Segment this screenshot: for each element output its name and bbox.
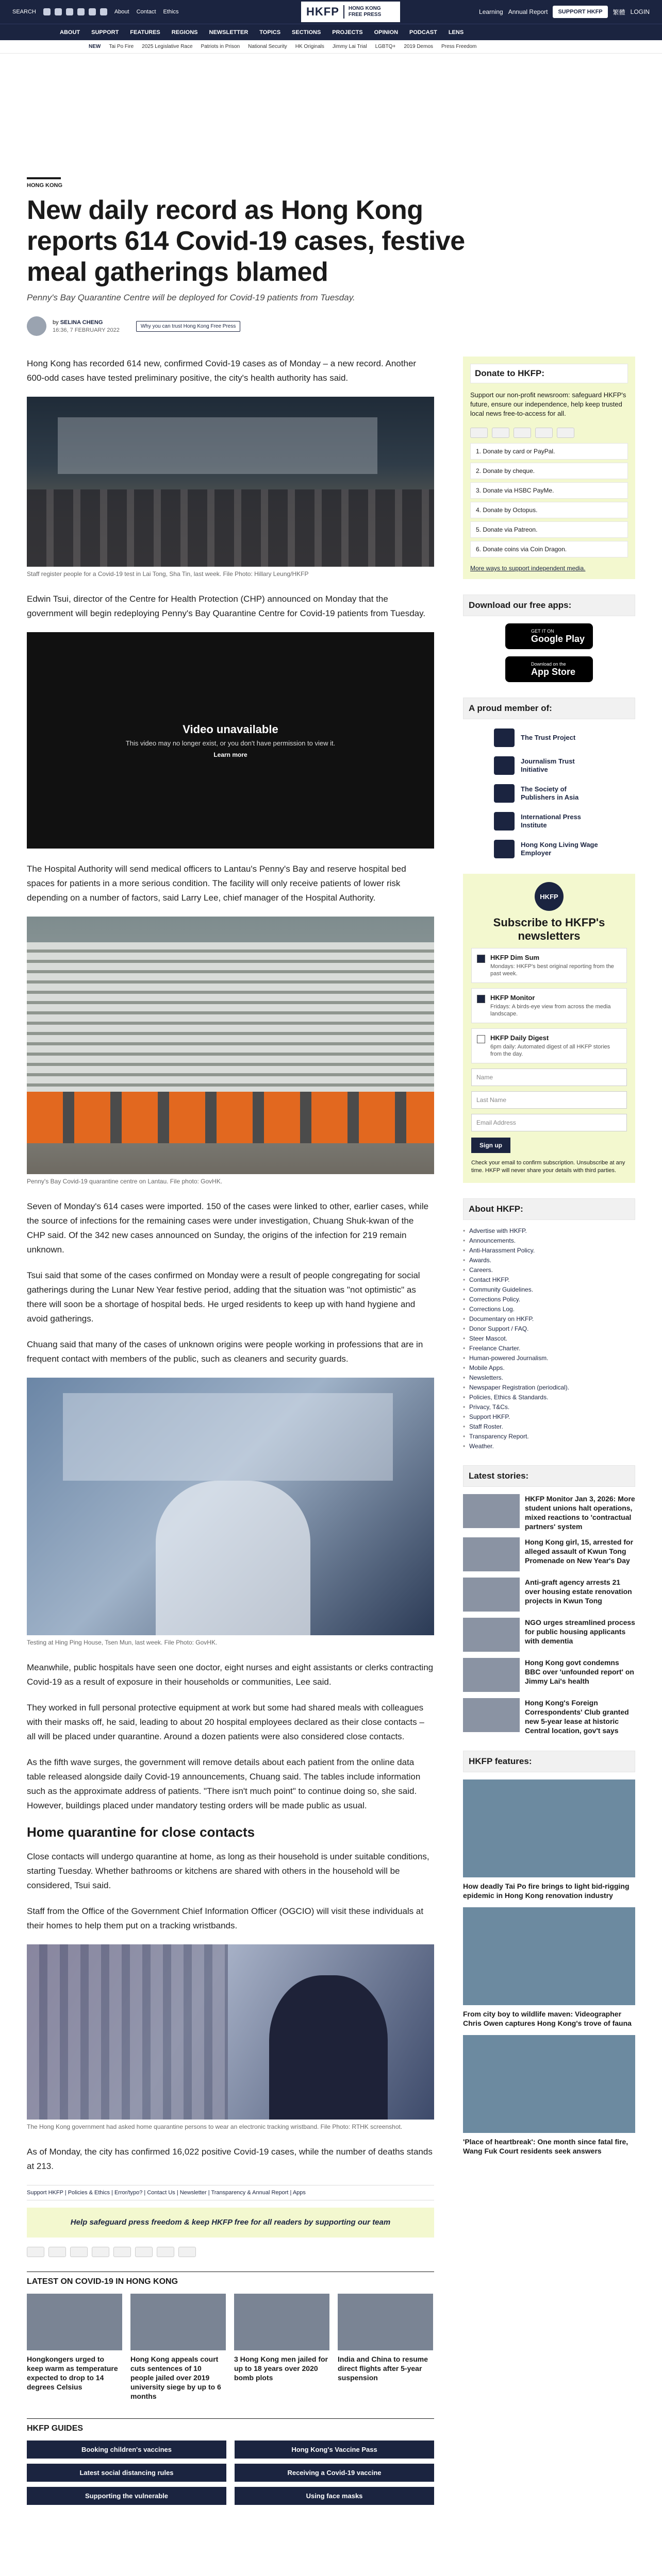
top-link-ethics[interactable]: Ethics	[163, 9, 179, 15]
article-photo-testing	[27, 1378, 434, 1635]
feature-card[interactable]: How deadly Tai Po fire brings to light bid-rigging epidemic in Hong Kong renovation industry	[463, 1780, 635, 1900]
sidebar	[463, 357, 635, 2505]
article-footer-links[interactable]: Support HKFP | Policies & Ethics | Error/typo? | Contact Us | Newsletter | Transparency & Annual Report | Apps	[27, 2185, 434, 2200]
section-heading: Home quarantine for close contacts	[27, 1824, 255, 1840]
paragraph: Meanwhile, public hospitals have seen one doctor, eight nurses and eight assistants or clerks contracting Covid-19 as a result of exposure in their households or communities, Lee said.	[27, 1663, 434, 1687]
newsletter-checkbox[interactable]	[477, 955, 485, 963]
paragraph: Close contacts will undergo quarantine at home, as long as their household is under suitable conditions, starting Tuesday. Whether bathrooms or kitchens are shared with others in the household will be considered, Tsui said.	[27, 1852, 429, 1890]
about-link[interactable]: • Announcements.	[463, 1237, 635, 1244]
nav-about[interactable]: ABOUT	[60, 29, 80, 36]
article-photo-test-site	[27, 397, 434, 567]
nav-sections[interactable]: SECTIONS	[292, 29, 321, 36]
paragraph: Hong Kong has recorded 614 new, confirmed Covid-19 cases as of Monday – a new record. Another 600-odd cases have tested preliminary positive, the city's health authority has said.	[27, 359, 417, 383]
about-link[interactable]: • Freelance Charter.	[463, 1345, 635, 1352]
member-title: A proud member of:	[463, 698, 635, 719]
page-content	[16, 177, 646, 2505]
video-embed[interactable]	[27, 632, 434, 849]
email-field[interactable]: Email Address	[471, 1114, 627, 1131]
features-title: HKFP features:	[463, 1751, 635, 1772]
latest-item[interactable]: Anti-graft agency arrests 21 over housing estate renovation projects in Kwun Tong	[463, 1578, 635, 1612]
latest-item[interactable]: Hong Kong girl, 15, arrested for alleged assault of Kwun Tong Promenade on New Year's Day	[463, 1537, 635, 1571]
apple-pay-icon	[113, 2247, 131, 2257]
about-link[interactable]: • Awards.	[463, 1257, 635, 1264]
latest-item[interactable]: HKFP Monitor Jan 3, 2026: More student unions halt operations, mixed reactions to 'contractual partners' system	[463, 1494, 635, 1531]
guides-heading: HKFP GUIDES	[27, 2418, 434, 2433]
google-play-button[interactable]: GET IT ON Google Play	[505, 623, 593, 649]
member-logo[interactable]: Hong Kong Living Wage Employer	[463, 840, 635, 858]
related-heading: LATEST ON COVID-19 IN HONG KONG	[27, 2272, 434, 2286]
feature-image	[463, 2035, 635, 2133]
related-card[interactable]: India and China to resume direct flights after 5-year suspension	[338, 2294, 433, 2401]
author-name[interactable]: SELINA CHENG	[60, 319, 103, 326]
latest-item[interactable]: Hong Kong's Foreign Correspondents' Club granted new 5-year lease at historic Central location, gov't says	[463, 1698, 635, 1735]
photo-caption: Testing at Hing Ping House, Tsen Mun, last week. File Photo: GovHK.	[27, 1639, 218, 1646]
article-photo-wristband	[27, 1944, 434, 2120]
about-link[interactable]: • Documentary on HKFP.	[463, 1315, 635, 1323]
member-logo[interactable]: The Trust Project	[463, 728, 635, 747]
google-pay-icon	[135, 2247, 153, 2257]
about-link[interactable]: • Corrections Log.	[463, 1306, 635, 1313]
about-link[interactable]: • Careers.	[463, 1266, 635, 1274]
social-icons	[43, 8, 107, 15]
paragraph: They worked in full personal protective equipment at work but some had shared meals with colleagues with their masks off, he said, leading to about 20 hospital employees declared as their close contacts – all will be placed under quarantine. Around a dozen patients were also considered close contacts.	[27, 1703, 424, 1741]
signup-button[interactable]: Sign up	[471, 1138, 510, 1153]
app-store-button[interactable]: Download on the App Store	[505, 656, 593, 682]
sopa-icon	[494, 784, 515, 803]
donate-box	[463, 357, 635, 579]
nav-regions[interactable]: REGIONS	[171, 29, 198, 36]
latest-list	[463, 1494, 635, 1735]
nav-support[interactable]: SUPPORT	[91, 29, 119, 36]
donate-title: Donate to HKFP:	[470, 364, 628, 383]
nav-topics[interactable]: TOPICS	[259, 29, 281, 36]
trending-item[interactable]: Tai Po Fire	[109, 44, 134, 49]
photo-caption: Staff register people for a Covid-19 test in Lai Tong, Sha Tin, last week. File Photo: Hillary Leung/HKFP	[27, 570, 309, 578]
paragraph: Chuang said that many of the cases of unknown origins were people working in professions that are in frequent contact with members of the public, such as cleaners and security guards.	[27, 1340, 423, 1364]
about-link[interactable]: • Steer Mascot.	[463, 1335, 635, 1342]
newsletter-option[interactable]: HKFP Dim Sum Mondays: HKFP's best original reporting from the past week.	[471, 948, 627, 983]
paragraph: Staff from the Office of the Government Chief Information Officer (OGCIO) will visit these individuals at their homes to help them put on a tracking wristbands.	[27, 1906, 424, 1930]
nav-projects[interactable]: PROJECTS	[332, 29, 363, 36]
related-thumbnail	[130, 2294, 226, 2350]
youtube-icon[interactable]	[77, 8, 85, 15]
support-hkfp-button[interactable]: SUPPORT HKFP	[553, 6, 607, 18]
about-link[interactable]: • Donor Support / FAQ.	[463, 1325, 635, 1332]
nav-opinion[interactable]: OPINION	[374, 29, 399, 36]
newsletter-fineprint: Check your email to confirm subscription. Unsubscribe at any time. HKFP will never share your details with third parties.	[471, 1160, 625, 1174]
related-thumbnail	[27, 2294, 122, 2350]
main-nav	[0, 24, 662, 40]
trending-item[interactable]: National Security	[248, 44, 287, 49]
video-title: Video unavailable	[183, 722, 278, 736]
newsletter-option[interactable]: HKFP Daily Digest 6pm daily: Automated digest of all HKFP stories from the day.	[471, 1028, 627, 1063]
newsletter-box	[463, 874, 635, 1183]
about-link[interactable]: • Corrections Policy.	[463, 1296, 635, 1303]
about-link[interactable]: • Anti-Harassment Policy.	[463, 1247, 635, 1254]
visa-icon	[70, 2247, 88, 2257]
instagram-icon[interactable]	[66, 8, 73, 15]
guide-button[interactable]: Hong Kong's Vaccine Pass	[235, 2441, 434, 2459]
donate-options	[470, 443, 628, 557]
newsletter-checkbox[interactable]	[477, 995, 485, 1003]
donate-option[interactable]: 2. Donate by cheque.	[470, 463, 628, 479]
video-learn-more[interactable]: Learn more	[213, 751, 247, 758]
feature-image	[463, 1780, 635, 1877]
telegram-icon[interactable]	[100, 8, 107, 15]
name-field[interactable]: Name	[471, 1069, 627, 1086]
donate-payment-logos	[470, 428, 628, 438]
trending-item[interactable]: 2025 Legislative Race	[142, 44, 193, 49]
about-link[interactable]: • Community Guidelines.	[463, 1286, 635, 1293]
article-body	[27, 357, 434, 2505]
related-thumbnail	[234, 2294, 329, 2350]
author-line: by SELINA CHENG	[53, 319, 103, 326]
apple-pay-icon	[557, 428, 574, 438]
donate-option[interactable]: 4. Donate by Octopus.	[470, 502, 628, 518]
amex-icon	[535, 428, 553, 438]
search-link[interactable]: SEARCH	[12, 9, 36, 15]
support-banner[interactable]: Help safeguard press freedom & keep HKFP free for all readers by supporting our team	[27, 2208, 434, 2238]
donate-option[interactable]: 3. Donate via HSBC PayMe.	[470, 482, 628, 499]
top-bar	[0, 0, 662, 24]
language-toggle[interactable]: 繁體	[613, 8, 625, 16]
octopus-icon	[178, 2247, 196, 2257]
top-link-learning[interactable]: Learning	[479, 8, 503, 15]
living-wage-icon	[494, 840, 515, 858]
kicker-rule	[27, 177, 61, 179]
mastercard-icon	[48, 2247, 66, 2257]
about-link[interactable]: • Newsletters.	[463, 1374, 635, 1381]
publish-date: 16:36, 7 FEBRUARY 2022	[53, 327, 120, 333]
about-link[interactable]: • Human-powered Journalism.	[463, 1354, 635, 1362]
newsletter-checkbox[interactable]	[477, 1035, 485, 1043]
member-logo[interactable]: International Press Institute	[463, 812, 635, 831]
feature-card[interactable]: 'Place of heartbreak': One month since fatal fire, Wang Fuk Court residents seek answers	[463, 2035, 635, 2156]
photo-caption: The Hong Kong government had asked home quarantine persons to wear an electronic tracking wristband. File Photo: RTHK screenshot.	[27, 2123, 403, 2130]
trending-item[interactable]: LGBTQ+	[375, 44, 396, 49]
donate-option[interactable]: 1. Donate by card or PayPal.	[470, 443, 628, 460]
related-card[interactable]: Hongkongers urged to keep warm as temperature expected to drop to 14 degrees Celsius	[27, 2294, 122, 2401]
paragraph: As the fifth wave surges, the government will remove details about each patient from the online data table released alongside daily Covid-19 announcements, Chuang said. The tables include information such as the approximate address of patients. "There isn't much point" to continue doing so, she said. However, buildings placed under mandatory testing orders will be made public as usual.	[27, 1757, 421, 1810]
related-card[interactable]: 3 Hong Kong men jailed for up to 18 years over 2020 bomb plots	[234, 2294, 329, 2401]
top-link-about[interactable]: About	[114, 9, 129, 15]
trending-bar	[0, 40, 662, 54]
about-link[interactable]: • Staff Roster.	[463, 1423, 635, 1430]
paragraph: As of Monday, the city has confirmed 16,022 positive Covid-19 cases, while the number of deaths stands at 213.	[27, 2147, 433, 2171]
trust-link[interactable]: Why you can trust Hong Kong Free Press	[136, 321, 241, 332]
article-title: New daily record as Hong Kong reports 614 Covid-19 cases, festive meal gatherings blamed	[27, 195, 465, 287]
hkfp-logo[interactable]: HKFP HONG KONG FREE PRESS	[301, 2, 400, 22]
facebook-icon[interactable]	[55, 8, 62, 15]
nav-lens[interactable]: LENS	[448, 29, 464, 36]
hkfp-badge: HKFP	[535, 882, 564, 911]
twitter-icon[interactable]	[43, 8, 51, 15]
guide-button[interactable]: Receiving a Covid-19 vaccine	[235, 2464, 434, 2482]
paragraph: Edwin Tsui, director of the Centre for Health Protection (CHP) announced on Monday that the government will begin redeploying Penny's Bay Quarantine Centre for Covid-19 patients from Tuesday.	[27, 594, 426, 618]
about-link[interactable]: • Contact HKFP.	[463, 1276, 635, 1283]
linkedin-icon[interactable]	[89, 8, 96, 15]
trending-item[interactable]: HK Originals	[295, 44, 324, 49]
jti-icon	[494, 756, 515, 775]
trending-item[interactable]: Press Freedom	[441, 44, 477, 49]
latest-item[interactable]: NGO urges streamlined process for public housing applicants with dementia	[463, 1618, 635, 1652]
top-link-annual-report[interactable]: Annual Report	[508, 8, 548, 15]
feature-card[interactable]: From city boy to wildlife maven: Videographer Chris Owen captures Hong Kong's trove of fauna	[463, 1907, 635, 2028]
more-ways-link[interactable]: More ways to support independent media.	[470, 565, 586, 572]
video-subtitle: This video may no longer exist, or you don't have permission to view it.	[125, 739, 336, 747]
latest-thumbnail	[463, 1578, 520, 1612]
about-link[interactable]: • Policies, Ethics & Standards.	[463, 1394, 635, 1401]
member-logo[interactable]: Journalism Trust Initiative	[463, 756, 635, 775]
nav-podcast[interactable]: PODCAST	[409, 29, 437, 36]
trending-item[interactable]: Jimmy Lai Trial	[332, 44, 367, 49]
about-title: About HKFP:	[463, 1198, 635, 1220]
latest-thumbnail	[463, 1698, 520, 1732]
amex-icon	[92, 2247, 109, 2257]
about-link[interactable]: • Mobile Apps.	[463, 1364, 635, 1371]
ipi-icon	[494, 812, 515, 831]
guide-button[interactable]: Booking children's vaccines	[27, 2441, 226, 2459]
paragraph: Tsui said that some of the cases confirmed on Monday were a result of people congregating for social gatherings during the Lunar New Year festive period, adding that the situation was "not optimistic" as there will soon be a shortage of hospital beds. He urged residents to keep up with hand hygiene and avoid gatherings.	[27, 1270, 420, 1324]
donate-option[interactable]: 5. Donate via Patreon.	[470, 521, 628, 538]
article-subhead: Penny's Bay Quarantine Centre will be deployed for Covid-19 patients from Tuesday.	[27, 293, 355, 302]
related-card[interactable]: Hong Kong appeals court cuts sentences of 10 people jailed over 2019 university siege by up to 6 months	[130, 2294, 226, 2401]
nav-newsletter[interactable]: NEWSLETTER	[209, 29, 249, 36]
top-link-contact[interactable]: Contact	[136, 9, 156, 15]
visa-icon	[514, 428, 531, 438]
about-link[interactable]: • Transparency Report.	[463, 1433, 635, 1440]
byline	[27, 316, 635, 336]
feature-image	[463, 1907, 635, 2005]
photo-caption: Penny's Bay Covid-19 quarantine centre on Lantau. File photo: GovHK.	[27, 1178, 223, 1185]
last-name-field[interactable]: Last Name	[471, 1091, 627, 1109]
newsletter-option[interactable]: HKFP Monitor Fridays: A birds-eye view from across the media landscape.	[471, 988, 627, 1023]
latest-thumbnail	[463, 1537, 520, 1571]
related-list	[27, 2294, 434, 2401]
login-link[interactable]: LOGIN	[630, 8, 650, 15]
guides-grid	[27, 2441, 434, 2505]
article-photo-pennys-bay	[27, 917, 434, 1174]
author-avatar	[27, 316, 46, 336]
about-link[interactable]: • Support HKFP.	[463, 1413, 635, 1420]
payment-logos	[27, 2247, 434, 2257]
trending-label: NEW	[89, 44, 101, 49]
trending-item[interactable]: Patriots in Prison	[201, 44, 240, 49]
article-category[interactable]: HONG KONG	[27, 182, 63, 189]
paragraph: The Hospital Authority will send medical officers to Lantau's Penny's Bay and reserve hospital bed spaces for patients in a more serious condition. The facility will only receive patients of lower risk depending on a number of factors, said Larry Lee, chief manager of the Hospital Authority.	[27, 864, 406, 903]
latest-thumbnail	[463, 1658, 520, 1692]
guide-button[interactable]: Supporting the vulnerable	[27, 2487, 226, 2505]
paragraph: Seven of Monday's 614 cases were imported. 150 of the cases were linked to other, earlier cases, while the source of infections for the remaining cases were under investigation, Chuang Shuk-kwan of the CHP said. Of the 342 new cases announced on Sunday, the origins of the infection for 219 remain unknown.	[27, 1201, 429, 1255]
paypal-icon	[470, 428, 488, 438]
trust-project-icon	[494, 728, 515, 747]
latest-item[interactable]: Hong Kong govt condemns BBC over 'unfounded report' on Jimmy Lai's health	[463, 1658, 635, 1692]
about-list	[463, 1227, 635, 1450]
guide-button[interactable]: Latest social distancing rules	[27, 2464, 226, 2482]
apps-title: Download our free apps:	[463, 595, 635, 616]
about-link[interactable]: • Advertise with HKFP.	[463, 1227, 635, 1234]
donate-option[interactable]: 6. Donate coins via Coin Dragon.	[470, 541, 628, 557]
about-link[interactable]: • Privacy, T&Cs.	[463, 1403, 635, 1411]
latest-title: Latest stories:	[463, 1465, 635, 1487]
paypal-icon	[27, 2247, 44, 2257]
payme-icon	[157, 2247, 174, 2257]
latest-thumbnail	[463, 1494, 520, 1528]
donate-intro: Support our non-profit newsroom: safeguard HKFP's future, ensure our independence, help keep trusted local news free-to-access for all.	[470, 391, 626, 417]
about-link[interactable]: • Newspaper Registration (periodical).	[463, 1384, 635, 1391]
mastercard-icon	[492, 428, 509, 438]
about-link[interactable]: • Weather.	[463, 1443, 635, 1450]
nav-features[interactable]: FEATURES	[130, 29, 160, 36]
member-logo[interactable]: The Society of Publishers in Asia	[463, 784, 635, 803]
newsletter-title: Subscribe to HKFP's newsletters	[493, 916, 605, 942]
guide-button[interactable]: Using face masks	[235, 2487, 434, 2505]
trending-item[interactable]: 2019 Demos	[404, 44, 434, 49]
related-thumbnail	[338, 2294, 433, 2350]
latest-thumbnail	[463, 1618, 520, 1652]
